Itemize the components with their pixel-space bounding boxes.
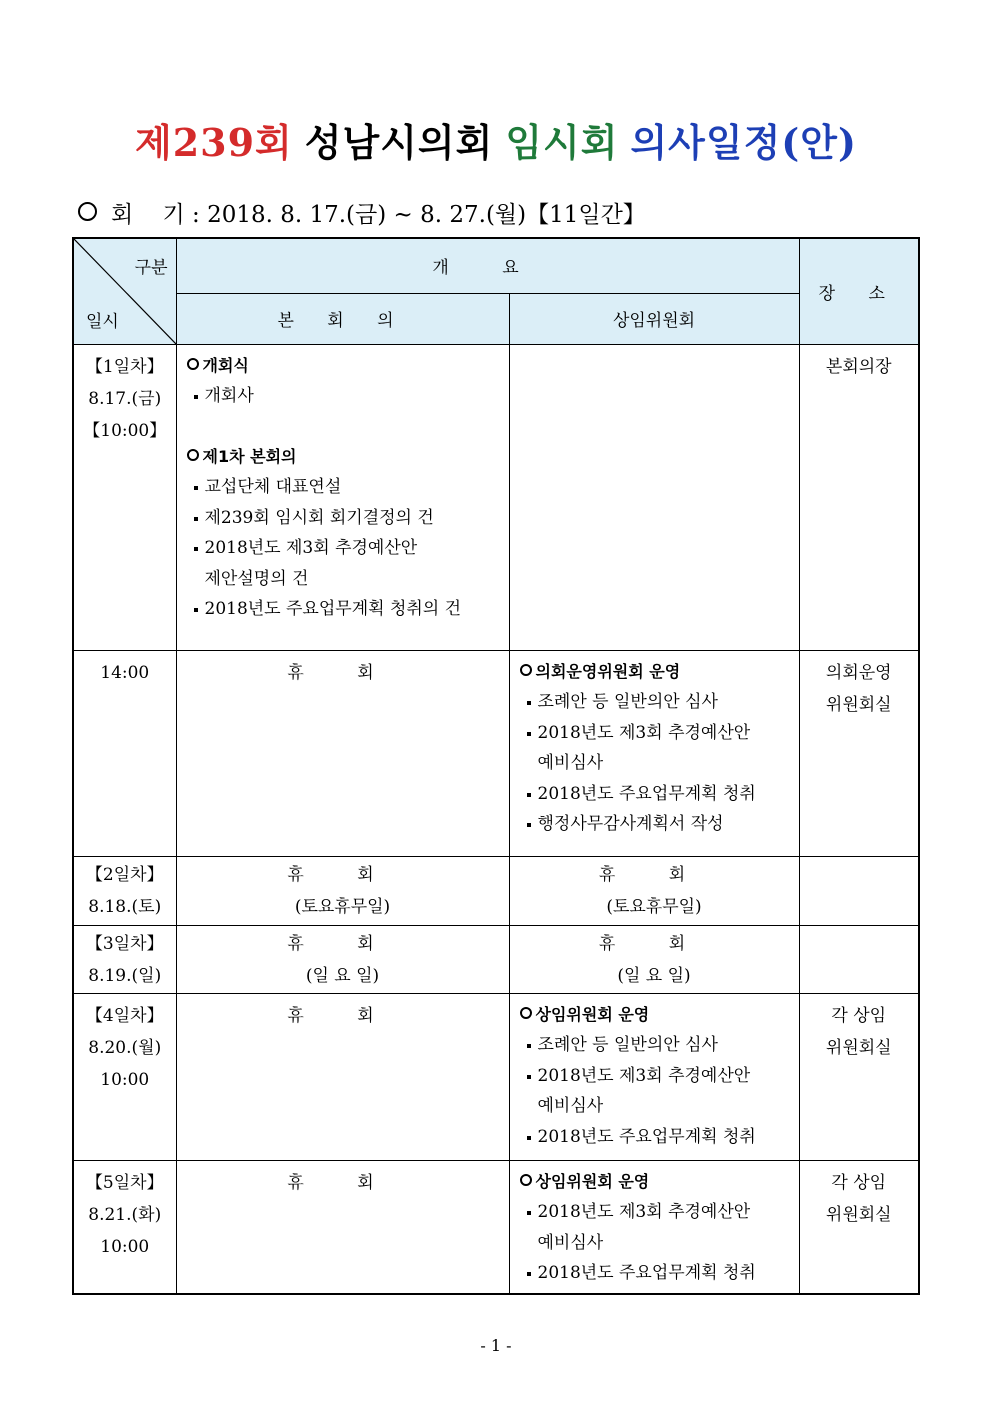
header-diagonal-cell: [73, 238, 176, 344]
list-item: 2018년도 주요업무계획 청취의 건: [187, 594, 509, 625]
list-item: 개회사: [187, 381, 509, 412]
time-label: 【10:00】: [83, 420, 167, 441]
date-cell: 【5일차】 8.21.(화) 10:00: [73, 1160, 176, 1294]
list-item: 2018년도 주요업무계획 청취: [520, 779, 799, 810]
list-item: 2018년도 제3회 추경예산안 제안설명의 건: [187, 533, 509, 594]
list-item: 행정사무감사계획서 작성: [520, 809, 799, 840]
plenary-cell: [176, 344, 509, 650]
session-value: 2018. 8. 17.(금) ~ 8. 27.(월)【11일간】: [207, 202, 646, 228]
header-committee: 상임위원회: [509, 293, 799, 344]
place-cell: [799, 925, 919, 993]
list-item: 2018년도 제3회 추경예산안 예비심사: [520, 718, 799, 779]
committee-cell: [509, 1160, 799, 1294]
plenary-cell: 휴 회 (일 요 일): [176, 925, 509, 993]
circle-bullet-icon: [187, 358, 199, 370]
place-cell: 각 상임 위원회실: [799, 1160, 919, 1294]
plenary-cell: 휴 회: [176, 993, 509, 1160]
plenary-cell: 휴 회: [176, 650, 509, 856]
title-agenda: 의사일정(안): [630, 120, 857, 165]
list-item: 2018년도 제3회 추경예산안 예비심사: [520, 1061, 799, 1122]
page-number: - 1 -: [480, 1336, 512, 1355]
list-item: 2018년도 주요업무계획 청취: [520, 1122, 799, 1153]
date-cell: [73, 650, 176, 856]
place-cell: 각 상임 위원회실: [799, 993, 919, 1160]
table-row: [73, 650, 919, 856]
list-item: 2018년도 주요업무계획 청취: [520, 1258, 799, 1289]
day-label: 【1일차】: [85, 356, 164, 377]
plenary-cell: 휴 회 (토요휴무일): [176, 856, 509, 925]
date-cell: 【2일차】 8.18.(토): [73, 856, 176, 925]
date-label: 8.17.(금): [88, 388, 162, 409]
time-label: 14:00: [100, 662, 150, 683]
date-cell: 【4일차】 8.20.(월) 10:00: [73, 993, 176, 1160]
date-cell: 【3일차】 8.19.(일): [73, 925, 176, 993]
table-row: [73, 856, 919, 925]
header-place: 장 소: [799, 238, 919, 344]
place-cell: 본회의장: [799, 344, 919, 650]
table-row: [73, 1160, 919, 1294]
list-item: 교섭단체 대표연설: [187, 472, 509, 503]
list-item: 조례안 등 일반의안 심사: [520, 687, 799, 718]
committee-cell: [509, 344, 799, 650]
schedule-table: [72, 237, 920, 1295]
section-heading: 개회식: [187, 351, 509, 382]
title-council: 성남시의회: [304, 120, 494, 165]
table-row: [73, 925, 919, 993]
table-row: [73, 993, 919, 1160]
table-row: [73, 344, 919, 650]
section-heading: 의회운영위원회 운영: [520, 657, 799, 688]
date-cell: [73, 344, 176, 650]
header-category: 구분: [134, 258, 168, 278]
title-type: 임시회: [505, 120, 619, 165]
place-cell: 의회운영 위원회실: [799, 650, 919, 856]
list-item: 2018년도 제3회 추경예산안 예비심사: [520, 1197, 799, 1258]
header-plenary: 본 회 의: [176, 293, 509, 344]
committee-cell: 휴 회 (일 요 일): [509, 925, 799, 993]
section-heading: 제1차 본회의: [187, 442, 509, 473]
title-session: 제239회: [135, 120, 293, 165]
list-item: 조례안 등 일반의안 심사: [520, 1030, 799, 1061]
circle-bullet-icon: [78, 202, 97, 221]
section-heading: 상임위원회 운영: [520, 1000, 799, 1031]
section-heading: 상임위원회 운영: [520, 1167, 799, 1198]
session-period: [78, 196, 646, 229]
header-datetime: 일시: [86, 311, 119, 332]
plenary-cell: 휴 회: [176, 1160, 509, 1294]
committee-cell: 휴 회 (토요휴무일): [509, 856, 799, 925]
circle-bullet-icon: [520, 1007, 532, 1019]
committee-cell: [509, 993, 799, 1160]
circle-bullet-icon: [520, 664, 532, 676]
session-label: 회 기 :: [111, 202, 200, 228]
committee-cell: [509, 650, 799, 856]
list-item: 제239회 임시회 회기결정의 건: [187, 503, 509, 534]
circle-bullet-icon: [520, 1174, 532, 1186]
header-overview: 개 요: [176, 238, 799, 293]
page-title: [0, 112, 992, 167]
circle-bullet-icon: [187, 449, 199, 461]
place-cell: [799, 856, 919, 925]
